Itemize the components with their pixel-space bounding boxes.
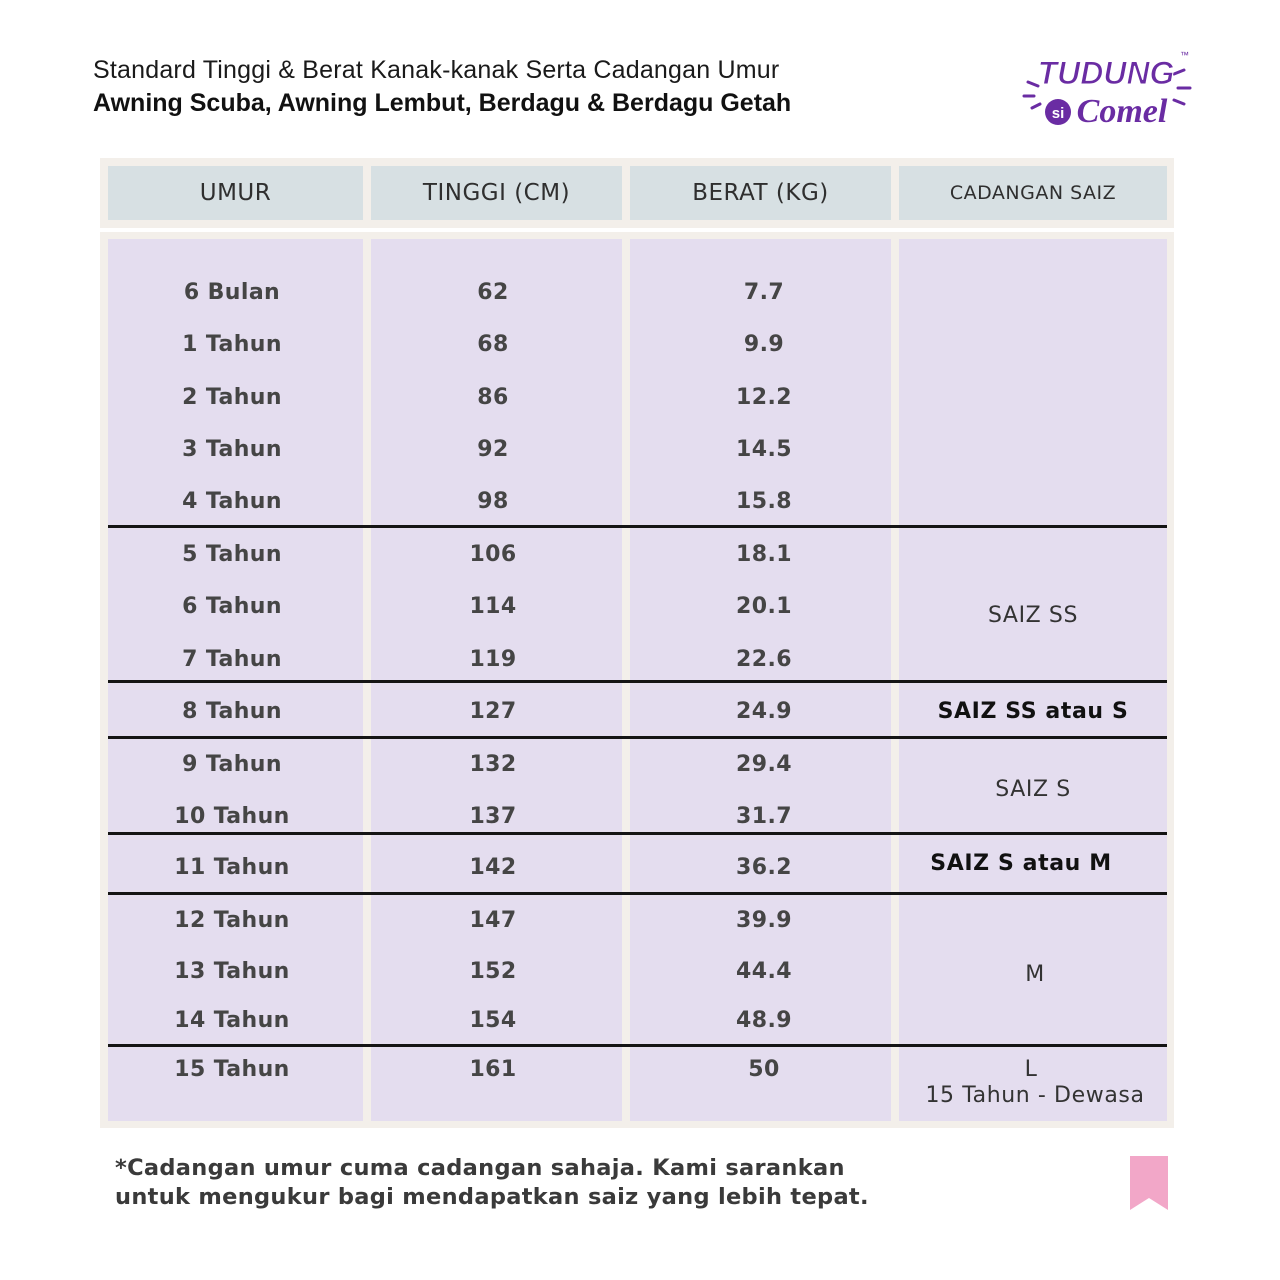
cell-berat: 36.2 xyxy=(736,855,792,880)
group-divider xyxy=(108,832,1167,835)
logo-graphic xyxy=(1010,44,1200,140)
cell-tinggi: 152 xyxy=(469,959,517,984)
cell-umur: 15 Tahun xyxy=(174,1057,290,1082)
cell-umur: 7 Tahun xyxy=(182,647,282,672)
cell-umur: 2 Tahun xyxy=(182,385,282,410)
cell-tinggi: 98 xyxy=(477,489,509,514)
logo-spark-right-1 xyxy=(1174,70,1184,74)
cell-umur: 11 Tahun xyxy=(174,855,290,880)
cell-umur: 3 Tahun xyxy=(182,437,282,462)
page-subtitle: Awning Scuba, Awning Lembut, Berdagu & Berdagu Getah xyxy=(93,89,792,117)
cell-berat: 39.9 xyxy=(736,908,792,933)
cell-tinggi: 86 xyxy=(477,385,509,410)
cell-tinggi: 161 xyxy=(469,1057,517,1082)
footnote xyxy=(115,1154,869,1212)
cell-berat: 12.2 xyxy=(736,385,792,410)
cell-umur: 4 Tahun xyxy=(182,489,282,514)
logo-word-si: si xyxy=(1051,105,1065,122)
cell-berat: 14.5 xyxy=(736,437,792,462)
cell-tinggi: 119 xyxy=(469,647,517,672)
cell-berat: 44.4 xyxy=(736,959,792,984)
size-label: SAIZ SS atau S xyxy=(937,699,1129,724)
cell-berat: 22.6 xyxy=(736,647,792,672)
size-label: SAIZ S atau M xyxy=(930,851,1112,876)
cell-umur: 6 Tahun xyxy=(182,594,282,619)
size-label: M xyxy=(1025,962,1045,987)
logo-spark-right-3 xyxy=(1174,100,1184,104)
cell-berat: 7.7 xyxy=(743,280,785,305)
cell-berat: 20.1 xyxy=(736,594,792,619)
cell-umur: 12 Tahun xyxy=(174,908,290,933)
cell-tinggi: 142 xyxy=(469,855,517,880)
cell-berat: 24.9 xyxy=(736,699,792,724)
logo-spark-left-3 xyxy=(1032,104,1040,108)
column-header-berat: BERAT (KG) xyxy=(630,166,891,220)
logo-trademark: ™ xyxy=(1180,50,1189,60)
cell-tinggi: 114 xyxy=(469,594,517,619)
column-header-tinggi: TINGGI (CM) xyxy=(371,166,622,220)
cell-berat: 18.1 xyxy=(736,542,792,567)
cell-umur: 5 Tahun xyxy=(182,542,282,567)
cell-umur: 8 Tahun xyxy=(182,699,282,724)
group-divider xyxy=(108,1044,1167,1047)
cell-tinggi: 68 xyxy=(477,332,509,357)
column-header-cadangan-saiz: CADANGAN SAIZ xyxy=(899,166,1167,220)
logo-spark-left-1 xyxy=(1028,82,1038,86)
cell-umur: 14 Tahun xyxy=(174,1008,290,1033)
size-label: SAIZ S xyxy=(995,777,1071,802)
cell-tinggi: 137 xyxy=(469,804,517,829)
cell-berat: 31.7 xyxy=(736,804,792,829)
cell-tinggi: 147 xyxy=(469,908,517,933)
group-divider xyxy=(108,525,1167,528)
cell-umur: 9 Tahun xyxy=(182,752,282,777)
group-divider xyxy=(108,680,1167,683)
logo-word-tudung: TUDUNG xyxy=(1037,55,1175,91)
footnote-line-1: *Cadangan umur cuma cadangan sahaja. Kami sarankan xyxy=(115,1155,845,1181)
logo-word-comel: Comel xyxy=(1076,93,1168,130)
column-header-umur: UMUR xyxy=(108,166,363,220)
cell-tinggi: 106 xyxy=(469,542,517,567)
size-label: SAIZ SS xyxy=(987,603,1079,628)
cell-tinggi: 132 xyxy=(469,752,517,777)
cell-berat: 29.4 xyxy=(736,752,792,777)
cell-berat: 15.8 xyxy=(736,489,792,514)
cell-tinggi: 154 xyxy=(469,1008,517,1033)
size-label: L xyxy=(1024,1057,1038,1082)
size-sublabel: 15 Tahun - Dewasa xyxy=(925,1083,1145,1108)
cell-umur: 6 Bulan xyxy=(183,280,281,305)
cell-tinggi: 127 xyxy=(469,699,517,724)
cell-berat: 9.9 xyxy=(743,332,785,357)
page-title: Standard Tinggi & Berat Kanak-kanak Serta Cadangan Umur xyxy=(93,56,780,84)
cell-tinggi: 62 xyxy=(477,280,509,305)
cell-tinggi: 92 xyxy=(477,437,509,462)
group-divider xyxy=(108,892,1167,895)
bookmark-icon xyxy=(1130,1156,1168,1210)
cell-umur: 1 Tahun xyxy=(182,332,282,357)
brand-logo xyxy=(1010,44,1200,140)
cell-umur: 13 Tahun xyxy=(174,959,290,984)
cell-berat: 50 xyxy=(748,1057,780,1082)
cell-umur: 10 Tahun xyxy=(174,804,290,829)
cell-berat: 48.9 xyxy=(736,1008,792,1033)
footnote-line-2: untuk mengukur bagi mendapatkan saiz yang lebih tepat. xyxy=(115,1184,869,1210)
group-divider xyxy=(108,736,1167,739)
